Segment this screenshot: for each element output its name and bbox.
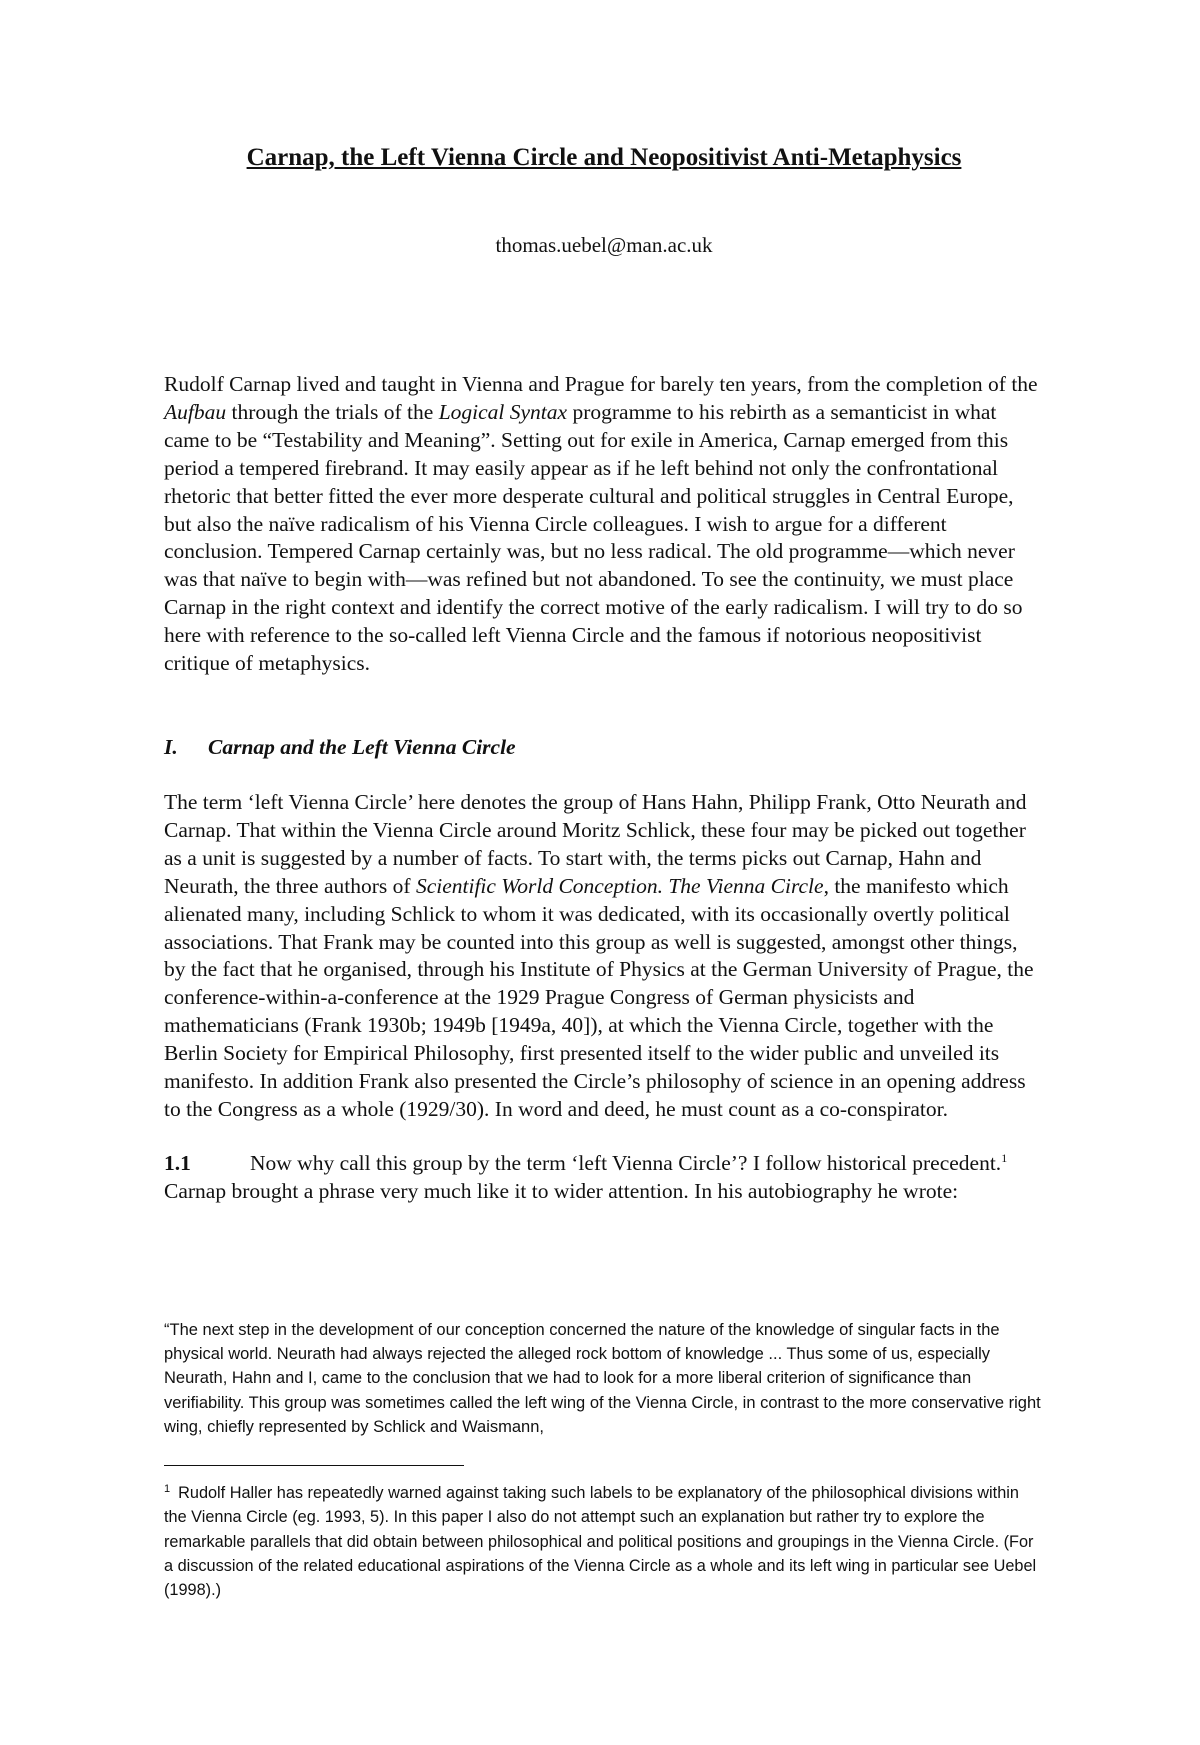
text-run: through the trials of the [226,399,439,424]
italic-run: Logical Syntax [438,399,568,424]
text-run: Now why call this group by the term ‘left Vienna Circle’? I follow historical precedent. [250,1151,1002,1175]
italic-run: Aufbau [164,399,227,424]
text-run: Rudolf Carnap lived and taught in Vienna and Prague for barely ten years, from the completion of the [164,372,1038,396]
footnote-number: 1 [164,1482,171,1495]
footnote [164,1481,1044,1602]
footnote-reference[interactable]: 1 [1001,1150,1008,1165]
text-run: programme to his rebirth as a semanticist in what came to be “Testability and Meaning”. Setting out for exile in America, Carnap emerged from this period a tempered firebrand. It may easily appear as if he left behind not only the confrontational rhetoric that better fitted the ever more desperate cultural and political struggles in Central Europe, but also the naïve radicalism of his Vienna Circle colleagues. I wish to argue for a different conclusion. Tempered Carnap certainly was, but no less radical. The old programme—which never was that naïve to begin with—was refined but not abandoned. To see the continuity, we must place Carnap in the right context and identify the correct motive of the early radicalism. I will try to do so here with reference to the so-called left Vienna Circle and the famous if notorious neopositivist critique of metaphysics. [164,399,1023,676]
text-run: Carnap brought a phrase very much like it to wider attention. In his autobiography he wrote: [164,1178,959,1203]
footnote-divider [164,1465,464,1466]
author-email: thomas.uebel@man.ac.uk [495,233,713,257]
subsection-paragraph [164,1150,1044,1206]
italic-run: Scientific World Conception. The Vienna Circle [415,873,824,898]
text-run: , the manifesto which alienated many, including Schlick to whom it was dedicated, with its occasionally overtly political associations. That Frank may be counted into this group as well is suggested, amongst other things, by the fact that he organised, through his Institute of Physics at the German University of Prague, the conference-within-a-conference at the 1929 Prague Congress of German physicists and mathematicians (Frank 1930b; 1949b [1949a, 40]), at which the Vienna Circle, together with the Berlin Society for Empirical Philosophy, first presented itself to the wider public and unveiled its manifesto. In addition Frank also presented the Circle’s philosophy of science in an opening address to the Congress as a whole (1929/30). In word and deed, he must count as a co-conspirator. [164,873,1034,1121]
intro-paragraph [164,371,1044,678]
paper-title: Carnap, the Left Vienna Circle and Neopositivist Anti-Metaphysics [246,144,962,171]
section-number: I. [164,735,178,759]
section-heading [164,733,1044,761]
footnote-text: Rudolf Haller has repeatedly warned against taking such labels to be explanatory of the philosophical divisions within the Vienna Circle (eg. 1993, 5). In this paper I also do not attempt such an explanation but rather try to explore the remarkable parallels that did obtain between philosophical and political positions and groupings in the Vienna Circle. (For a discussion of the related educational aspirations of the Vienna Circle as a whole and its left wing in particular see Uebel (1998).) [164,1484,1037,1600]
section-title: Carnap and the Left Vienna Circle [208,735,516,759]
text-run: The term ‘left Vienna Circle’ here denotes the group of Hans Hahn, Philipp Frank, Otto Neurath and Carnap. That within the Vienna Circle around Moritz Schlick, these four may be picked out together as a unit is suggested by a number of facts. To start with, the terms picks out Carnap, Hahn and Neurath, the three authors of [164,790,1027,898]
subsection-number: 1.1 [164,1151,191,1175]
block-quote: “The next step in the development of our conception concerned the nature of the knowledge of singular facts in the physical world. Neurath had always rejected the alleged rock bottom of knowledge ... Thus some of us, especially Neurath, Hahn and I, came to the conclusion that we had to look for a more liberal criterion of significance than verifiability. This group was sometimes called the left wing of the Vienna Circle, in contrast to the more conservative right wing, chiefly represented by Schlick and Waismann, [164,1321,1041,1436]
section-paragraph [164,789,1044,1124]
